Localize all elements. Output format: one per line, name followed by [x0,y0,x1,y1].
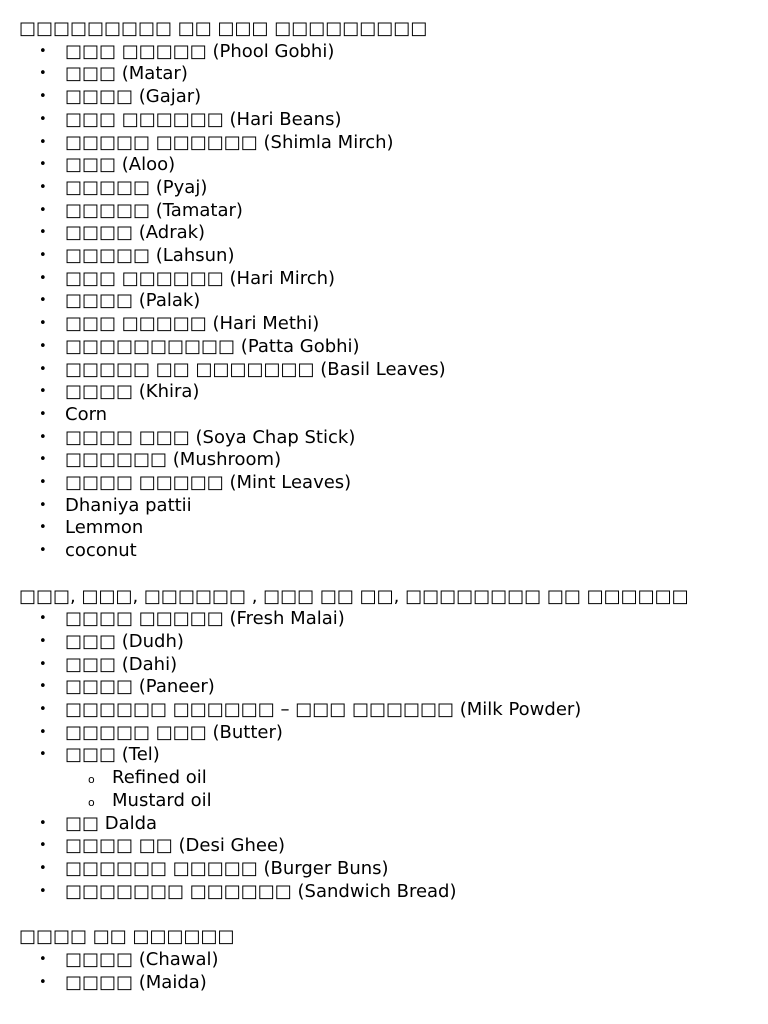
item-list [19,41,768,563]
list-item: • □□□□□□ (Mushroom) [19,449,768,472]
list-item: • □□□□□ □□□ (Butter) [19,722,768,745]
sub-item-list [65,767,768,812]
section-grains [19,926,768,994]
list-item: • □□□ (Matar) [19,63,768,86]
list-item [19,744,768,812]
section-dairy [19,586,768,904]
list-item: • coconut [19,540,768,563]
list-item: • □□□□□ (Lahsun) [19,245,768,268]
list-item: • Dhaniya pattii [19,495,768,518]
list-item: • □□□□ (Palak) [19,290,768,313]
list-item: • □□□□ □□□□□ (Mint Leaves) [19,472,768,495]
list-item: • □□□□ (Paneer) [19,676,768,699]
list-item: • □□□ (Dudh) [19,631,768,654]
item-list [19,949,768,994]
list-item: • □□□□ (Maida) [19,972,768,995]
list-item: • □□□ □□□□□ (Phool Gobhi) [19,41,768,64]
list-item: • □□□□□ □□ □□□□□□□ (Basil Leaves) [19,359,768,382]
list-item: • □□□ □□□□□ (Hari Methi) [19,313,768,336]
list-item: • □□□□□□ □□□□□ (Burger Buns) [19,858,768,881]
list-item: • □□□□ □□□□□ (Fresh Malai) [19,608,768,631]
list-item: • □□□□ □□ (Desi Ghee) [19,835,768,858]
sub-list-item: o Refined oil [19,767,768,790]
list-item: • □□□□ (Gajar) [19,86,768,109]
section-title: □□□□□□□□□ □□ □□□ □□□□□□□□□ [19,18,428,39]
section-title: □□□, □□□, □□□□□□ , □□□ □□ □□, □□□□□□□□ □□ □□□□□□ [19,585,689,607]
list-item: • □□□□□□□□□□ (Patta Gobhi) [19,336,768,359]
list-item: • □□□ □□□□□□ (Hari Beans) [19,109,768,132]
list-item: • □□□□□ □□□□□□ (Shimla Mirch) [19,132,768,155]
list-item: • Lemmon [19,517,768,540]
list-item: • □□□ □□□□□□ (Hari Mirch) [19,268,768,291]
list-item: • □□□□ (Khira) [19,381,768,404]
section-title: □□□□ □□ □□□□□□ [19,926,235,948]
list-item: • □□□ (Dahi) [19,654,768,677]
item-list [19,608,768,903]
list-item: • □□□□□□□ □□□□□□ (Sandwich Bread) [19,881,768,904]
section-vegetables [19,18,768,563]
list-item: • □□□□□ (Pyaj) [19,177,768,200]
list-item: • Corn [19,404,768,427]
sub-list-item: o Mustard oil [19,790,768,813]
list-item: • □□□□□□ □□□□□□ – □□□ □□□□□□ (Milk Powder) [19,699,768,722]
list-item: • □□□□ (Chawal) [19,949,768,972]
list-item: • □□□ (Aloo) [19,154,768,177]
list-item-label: □□□ (Tel) [65,744,160,766]
list-item: • □□□□ □□□ (Soya Chap Stick) [19,427,768,450]
list-item: • □□ Dalda [19,813,768,836]
list-item: • □□□□ (Adrak) [19,222,768,245]
list-item: • □□□□□ (Tamatar) [19,200,768,223]
